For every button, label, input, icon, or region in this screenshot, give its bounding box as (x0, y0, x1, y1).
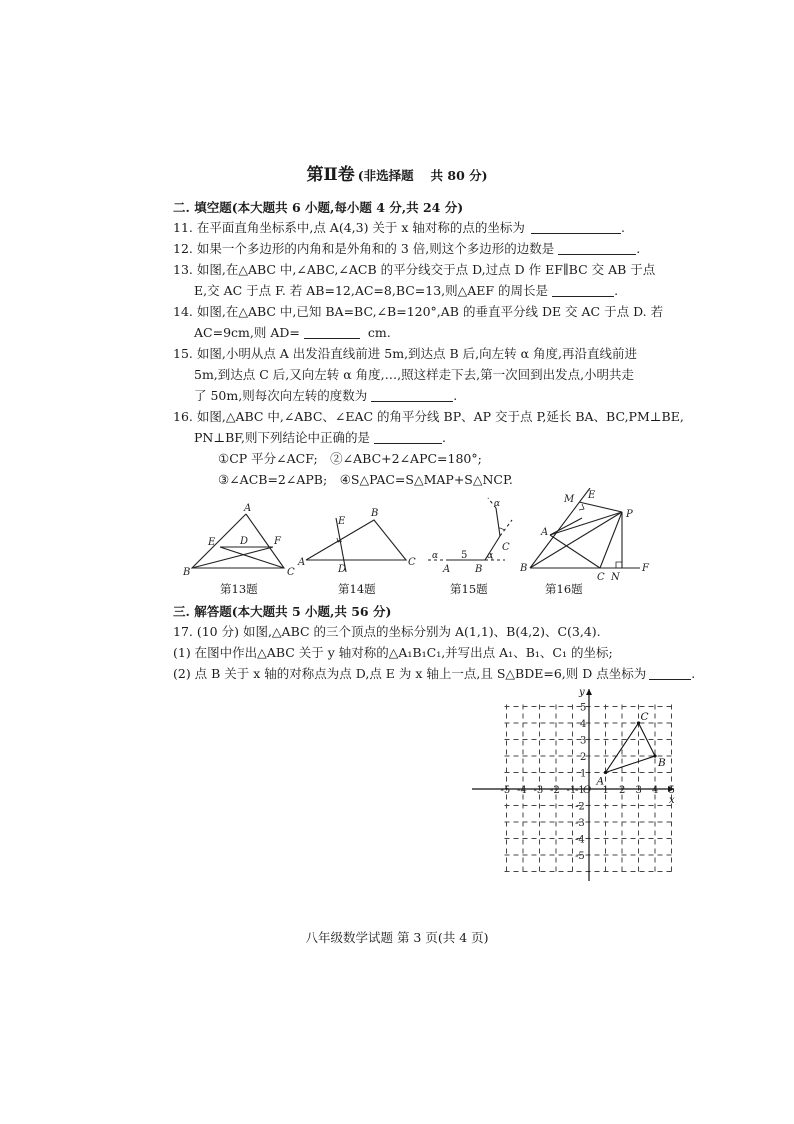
point-a (604, 771, 607, 774)
caption-15: 第15题 (450, 582, 488, 596)
point-label-b: B (658, 757, 666, 769)
y-tick-label: -5 (575, 851, 585, 862)
y-tick-label: 1 (580, 768, 587, 780)
x-tick-label: 4 (652, 785, 659, 796)
fig15-label-A: A (443, 564, 451, 575)
y-tick-label: 3 (580, 735, 587, 747)
x-axis-label: x (669, 795, 675, 806)
answer-blank-15[interactable] (371, 388, 453, 402)
answer-blank-16[interactable] (374, 430, 442, 444)
x-tick-label: -4 (517, 785, 527, 796)
question-15-line3: 了 50m,则每次向左转的度数为 . (194, 388, 458, 403)
fig15-label-B: B (475, 564, 483, 575)
y-tick-label: -3 (575, 818, 585, 829)
y-tick-label: -1 (575, 785, 585, 796)
fig14-label-A: A (298, 557, 306, 568)
x-tick-label: 3 (635, 785, 642, 796)
fig16-label-E: E (588, 490, 596, 501)
section3-heading: 三. 解答题(本大题共 5 小题,共 56 分) (173, 604, 392, 619)
question-16-line2: PN⊥BF,则下列结论中正确的是 . (194, 430, 446, 445)
title-sub: (非选择题 共 80 分) (357, 168, 488, 183)
fig13-label-A: A (244, 503, 252, 514)
question-16-option-3-4: ③∠ACB=2∠APB; ④S△PAC=S△MAP+S△NCP. (218, 472, 513, 487)
data-marks (596, 711, 667, 788)
y-tick-label: 5 (580, 702, 587, 714)
fig16-label-B: B (520, 563, 528, 574)
answer-blank-11[interactable] (531, 220, 621, 234)
x-tick-label: 5 (668, 785, 675, 796)
fig13-label-E: E (208, 537, 216, 548)
y-tick-label: -4 (575, 834, 585, 846)
fig13-label-B: B (183, 567, 191, 578)
question-17-part1: (1) 在图中作出△ABC 关于 y 轴对称的△A₁B₁C₁,并写出点 A₁、B₁、C₁ 的坐标; (173, 645, 613, 660)
y-tick-label: 4 (580, 719, 587, 730)
coordinate-grid-chart (466, 685, 686, 885)
fig15-label-5: 5 (461, 550, 468, 561)
caption-13: 第13题 (220, 582, 258, 596)
question-17-part2: (2) 点 B 关于 x 轴的对称点为点 D,点 E 为 x 轴上一点,且 S△BDE=6,则 D 点坐标为 . (173, 666, 696, 681)
question-12: 12. 如果一个多边形的内角和是外角和的 3 倍,则这个多边形的边数是 . (173, 241, 641, 256)
question-13-line2: E,交 AC 于点 F. 若 AB=12,AC=8,BC=13,则△AEF 的周长是 . (194, 283, 619, 298)
fig16-label-P: P (626, 509, 633, 520)
fig13-label-F: F (274, 536, 281, 547)
y-tick-label: -2 (575, 801, 585, 813)
fig14-label-B: B (371, 508, 379, 519)
fig14-label-D: D (338, 564, 347, 575)
answer-blank-17[interactable] (649, 666, 691, 680)
question-14-line1: 14. 如图,在△ABC 中,已知 BA=BC,∠B=120°,AB 的垂直平分线 DE 交 AC 于点 D. 若 (173, 304, 664, 319)
fig16-label-N: N (611, 572, 620, 583)
fig16-label-A: A (541, 527, 549, 538)
caption-14: 第14题 (338, 582, 376, 596)
answer-blank-14[interactable] (304, 325, 360, 339)
fig13-label-C: C (287, 567, 295, 578)
question-15-line1: 15. 如图,小明从点 A 出发沿直线前进 5m,到达点 B 后,向左转 α 角度,再沿直线前进 (173, 346, 638, 361)
point-label-c: C (640, 711, 649, 723)
question-16-line1: 16. 如图,△ABC 中,∠ABC、∠EAC 的角平分线 BP、AP 交于点 P,延长 BA、BC,PM⊥BE, (173, 409, 684, 424)
caption-16: 第16题 (545, 582, 583, 596)
y-axis-label: y (579, 687, 585, 698)
x-tick-label: 2 (619, 785, 626, 796)
question-14-line2: AC=9cm,则 AD= cm. (194, 325, 391, 340)
question-17-stem: 17. (10 分) 如图,△ABC 的三个顶点的坐标分别为 A(1,1)、B(4,2)、C(3,4). (173, 624, 601, 639)
fig15-label-alpha-3: α (494, 499, 501, 509)
fig14-label-C: C (408, 557, 416, 568)
point-label-a: A (596, 775, 605, 788)
x-tick-label: 1 (602, 785, 609, 796)
fig15-label-alpha-1: α (432, 551, 439, 561)
page-footer: 八年级数学试题 第 3 页(共 4 页) (305, 930, 489, 945)
x-tick-label: -2 (550, 785, 560, 796)
fig16-label-F: F (642, 563, 649, 574)
x-tick-label: -3 (533, 785, 544, 796)
question-13-line1: 13. 如图,在△ABC 中,∠ABC,∠ACB 的平分线交于点 D,过点 D 作 EF∥BC 交 AB 于点 (173, 262, 656, 277)
question-11: 11. 在平面直角坐标系中,点 A(4,3) 关于 x 轴对称的点的坐标为 . (173, 220, 625, 235)
section2-heading: 二. 填空题(本大题共 6 小题,每小题 4 分,共 24 分) (173, 200, 464, 215)
fig14-label-E: E (338, 516, 346, 527)
title-main: 第Ⅱ卷 (306, 165, 355, 185)
question-15-line2: 5m,到达点 C 后,又向左转 α 角度,…,照这样走下去,第一次回到出发点,小明共走 (194, 367, 635, 382)
fig16-label-C: C (597, 572, 605, 583)
figure-13 (192, 514, 284, 568)
figure-14 (306, 518, 406, 572)
fig15-label-C: C (502, 542, 510, 553)
fig16-label-M: M (564, 494, 575, 505)
question-16-option-1-2: ①CP 平分∠ACF; ②∠ABC+2∠APC=180°; (218, 451, 482, 466)
answer-blank-13[interactable] (552, 283, 614, 297)
x-tick-label: -1 (566, 785, 577, 796)
figures-row (170, 488, 670, 596)
section-title (0, 160, 794, 185)
x-tick-label: O (583, 785, 592, 796)
x-tick-label: -5 (500, 785, 511, 796)
fig13-label-D: D (240, 536, 249, 547)
point-b (653, 754, 656, 757)
answer-blank-12[interactable] (558, 241, 636, 255)
fig15-label-alpha-2: α (487, 551, 494, 561)
y-tick-label: 2 (580, 752, 587, 763)
y-axis-arrow (586, 689, 592, 695)
triangle-abc (606, 723, 656, 773)
